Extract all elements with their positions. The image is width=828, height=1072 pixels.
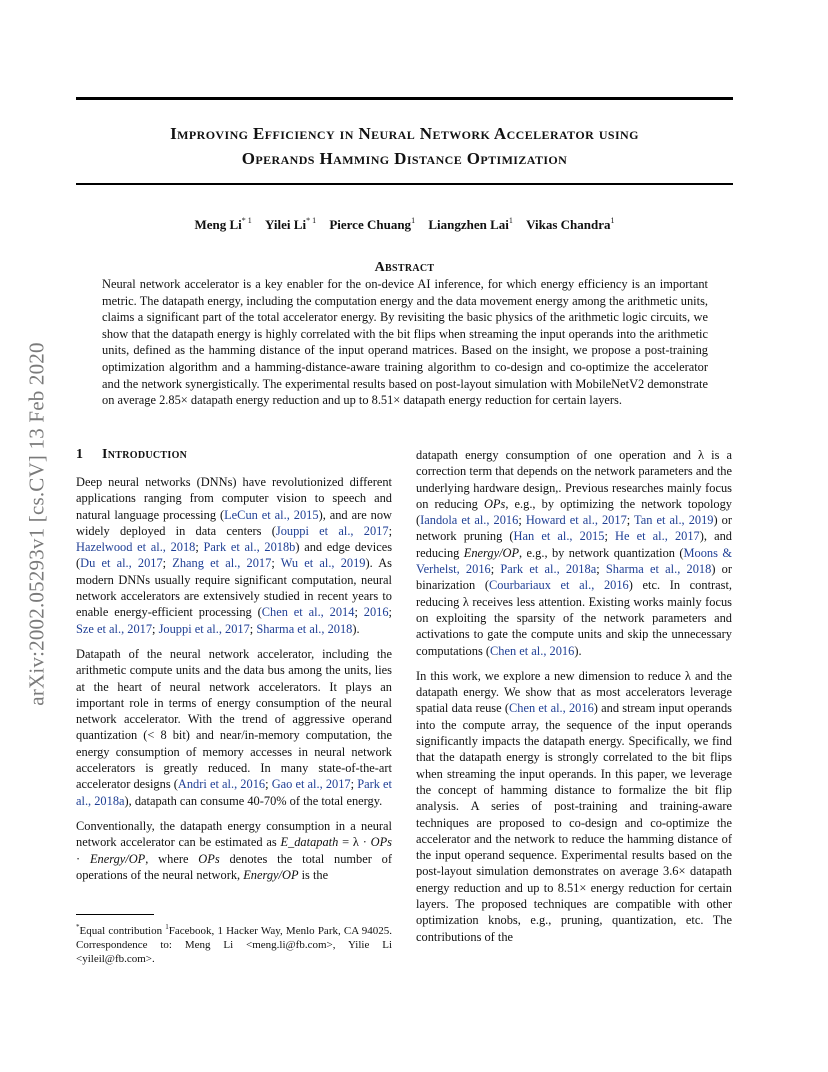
- citation-link[interactable]: Wu et al., 2019: [280, 556, 366, 571]
- text-run: ).: [574, 643, 582, 658]
- text-run: ;: [604, 529, 616, 544]
- citation-link[interactable]: Iandola et al., 2016: [420, 513, 519, 528]
- math-expression: OPs: [483, 496, 506, 511]
- text-run: ;: [249, 621, 257, 636]
- text-run: datapath energy consumption of one operation and λ is a correction term that depends on the network parameters and the underlying hardware design,. Previous researches mainly focus on reducing: [416, 448, 732, 511]
- citation-link[interactable]: Courbariaux et al., 2016: [488, 578, 629, 593]
- text-run: , e.g., by network quantization (: [519, 545, 684, 560]
- section-number: 1: [76, 447, 84, 462]
- text-run: In this work, we explore a new dimension to reduce λ and the datapath energy. We show that as most accelerators leverage spatial data reuse (: [416, 668, 732, 716]
- author: [329, 217, 415, 232]
- math-expression: OPs: [198, 851, 220, 866]
- citation-link[interactable]: Andri et al., 2016: [177, 777, 266, 792]
- citation-link[interactable]: Jouppi et al., 2017: [158, 621, 250, 636]
- author: [194, 217, 251, 232]
- citation-link[interactable]: Han et al., 2015: [513, 529, 605, 544]
- citation-link[interactable]: Park et al., 2018a: [500, 562, 597, 577]
- paragraph: [76, 474, 392, 637]
- author: [428, 217, 513, 232]
- citation-link[interactable]: Park et al., 2018a: [76, 777, 392, 808]
- text-run: ) or network pruning (: [416, 513, 732, 544]
- text-run: , e.g., by optimizing the network topology (: [416, 496, 732, 528]
- footnote: [76, 914, 392, 966]
- text-run: ). As modern DNNs usually require significant computation, neural network accelerators are extensively studied in recent years to enable energy-efficient processing (: [76, 556, 392, 620]
- citation-link[interactable]: Sharma et al., 2018: [605, 562, 712, 577]
- text-run: ;: [350, 777, 358, 792]
- left-column: [76, 445, 392, 892]
- text-run: ;: [626, 513, 635, 528]
- abstract-text: Neural network accelerator is a key enabler for the on-device AI inference, for which energy efficiency is an important metric. The datapath energy, including the computation energy and the data movement energy among the arithmetic units, claims a significant part of the total accelerator energy. By revisiting the basic physics of the arithmetic logic circuits, we show that the datapath energy is highly correlated with the bit flips when streaming the input operands into the arithmetic units, defined as the hamming distance of the input operand matrices. Based on the insight, we propose a post-training optimization algorithm and a hamming-distance-aware training algorithm to co-design and co-optimize the accelerator and the network synergistically. The experimental results based on post-layout simulation with MobileNetV2 demonstrate on average 2.85× datapath energy reduction and up to 8.51× datapath energy reduction for certain layers.: [102, 277, 708, 408]
- text-run: ;: [388, 523, 393, 538]
- citation-link[interactable]: Moons & Verhelst, 2016: [416, 545, 732, 577]
- text-run: ;: [354, 605, 364, 620]
- math-expression: Energy/OP: [463, 545, 520, 560]
- arxiv-identifier: arXiv:2002.05293v1 [cs.CV] 13 Feb 2020: [24, 342, 49, 706]
- footnote-mark: *: [76, 923, 80, 931]
- author-affiliation-mark: 1: [411, 216, 416, 225]
- math-expression: E_datapath: [280, 835, 339, 850]
- text-run: Deep neural networks (DNNs) have revolutionized different applications ranging from computer vision to speech and natural language processing (: [76, 475, 392, 522]
- paper-title-line-1: Improving Efficiency in Neural Network Accelerator using: [170, 124, 639, 143]
- citation-link[interactable]: Du et al., 2017: [80, 556, 163, 571]
- citation-link[interactable]: Chen et al., 2014: [261, 605, 355, 620]
- right-column: [416, 447, 732, 954]
- math-expression: Energy/OP: [89, 851, 146, 866]
- math-expression: OPs: [370, 835, 392, 850]
- paragraph: [416, 668, 732, 945]
- citation-link[interactable]: Sharma et al., 2018: [256, 621, 353, 636]
- citation-link[interactable]: 2016: [363, 605, 389, 620]
- footnote-mark: 1: [165, 923, 169, 931]
- citation-link[interactable]: Jouppi et al., 2017: [275, 523, 389, 538]
- title-bottom-rule: [76, 183, 733, 185]
- author: [265, 217, 316, 232]
- author-affiliation-mark: 1: [610, 216, 615, 225]
- citation-link[interactable]: Zhang et al., 2017: [172, 556, 272, 571]
- paper-title: [76, 121, 733, 171]
- author: [526, 217, 614, 232]
- paragraph: [76, 646, 392, 809]
- section-heading: [76, 445, 392, 465]
- abstract-heading: Abstract: [374, 260, 435, 275]
- title-top-rule: [76, 97, 733, 100]
- math-expression: Energy/OP: [243, 867, 299, 882]
- author-list: [76, 211, 733, 235]
- text-run: ;: [162, 556, 173, 571]
- citation-link[interactable]: Chen et al., 2016: [490, 643, 575, 658]
- text-run: denotes the total number of operations of the neural network,: [76, 851, 393, 882]
- text-run: ;: [596, 562, 606, 577]
- text-run: ;: [265, 777, 272, 792]
- author-name: Meng Li: [194, 217, 242, 232]
- citation-link[interactable]: Sze et al., 2017: [76, 621, 153, 636]
- text-run: ;: [271, 556, 281, 571]
- author-name: Vikas Chandra: [526, 217, 611, 232]
- citation-link[interactable]: He et al., 2017: [615, 529, 700, 544]
- text-run: ;: [152, 621, 159, 636]
- text-run: is the: [298, 867, 329, 882]
- text-run: ), and reducing: [416, 529, 732, 560]
- paper-title-line-2: Operands Hamming Distance Optimization: [241, 149, 568, 168]
- text-run: Conventionally, the datapath energy consumption in a neural network accelerator can be estimated as: [76, 818, 392, 850]
- text-run: Datapath of the neural network accelerator, including the arithmetic compute units and the data bus among the units, lies at the heart of neural network accelerators. It plays an important role in terms of energy consumption of the neural network accelerator. With the trend of aggressive operand quantization (< 8 bit) and near/in-memory computation, the energy consumption of memory accesses in neural network accelerators is greatly reduced. In many state-of-the-art accelerator designs (: [76, 646, 392, 792]
- citation-link[interactable]: Hazelwood et al., 2018: [76, 540, 196, 555]
- footnote-rule: [76, 914, 154, 915]
- text-run: ;: [388, 605, 392, 620]
- text-run: ), and are now widely deployed in data centers (: [76, 507, 392, 538]
- citation-link[interactable]: Howard et al., 2017: [525, 513, 627, 528]
- text-run: ) or binarization (: [416, 562, 732, 593]
- author-affiliation-mark: * 1: [306, 216, 317, 225]
- text-run: ), datapath can consume 40-70% of the total energy.: [124, 793, 383, 808]
- author-affiliation-mark: 1: [508, 216, 513, 225]
- text-run: ;: [490, 562, 501, 577]
- citation-link[interactable]: Gao et al., 2017: [271, 777, 351, 792]
- text-run: ) and edge devices (: [76, 540, 393, 571]
- text-run: ·: [76, 851, 90, 866]
- text-run: , where: [145, 851, 199, 866]
- citation-link[interactable]: Chen et al., 2016: [509, 701, 594, 716]
- text-run: ).: [352, 621, 360, 636]
- author-name: Pierce Chuang: [329, 217, 412, 232]
- text-run: ) etc. In contrast, reducing λ receives less attention. Existing works mainly focus on exploiting the sparsity of the network parameters and activations to gate the compute units and skip the unnecessary computations (: [416, 578, 733, 658]
- author-name: Yilei Li: [265, 217, 307, 232]
- citation-link[interactable]: Park et al., 2018b: [203, 540, 296, 555]
- text-run: ;: [195, 540, 204, 555]
- citation-link[interactable]: LeCun et al., 2015: [224, 507, 319, 522]
- footnote-text: Facebook, 1 Hacker Way, Menlo Park, CA 94025. Correspondence to: Meng Li <meng.li@fb.com>, Yilie Li <yileil@fb.com>.: [76, 925, 392, 965]
- citation-link[interactable]: Tan et al., 2019: [634, 513, 714, 528]
- text-run: = λ ·: [338, 835, 371, 850]
- paragraph: [416, 447, 732, 659]
- paragraph: [76, 818, 392, 883]
- footnote-text: Equal contribution: [79, 925, 166, 937]
- section-title: Introduction: [102, 447, 188, 462]
- text-run: ;: [518, 513, 526, 528]
- author-affiliation-mark: * 1: [241, 216, 252, 225]
- author-name: Liangzhen Lai: [428, 217, 509, 232]
- text-run: ) and stream input operands into the compute array, the sequence of the input operands significantly impacts the datapath energy. Specifically, we find that the datapath energy is strongly correlated to the bit flips when streaming the input operands. In this paper, we leverage the concept of hamming distance to formalize the bit flip analysis. A series of post-training and training-aware techniques are proposed to co-design and co-optimize the accelerator and the network to reduce the hamming distance of the input operand sequence. Experimental results based on the post-layout simulation demonstrates on average 3.6× datapath energy reduction and up to 8.51× energy reduction for certain layers. The proposed techniques are compatible with other optimization knobs, e.g., pruning, quantization, etc. The contributions of the: [416, 701, 732, 944]
